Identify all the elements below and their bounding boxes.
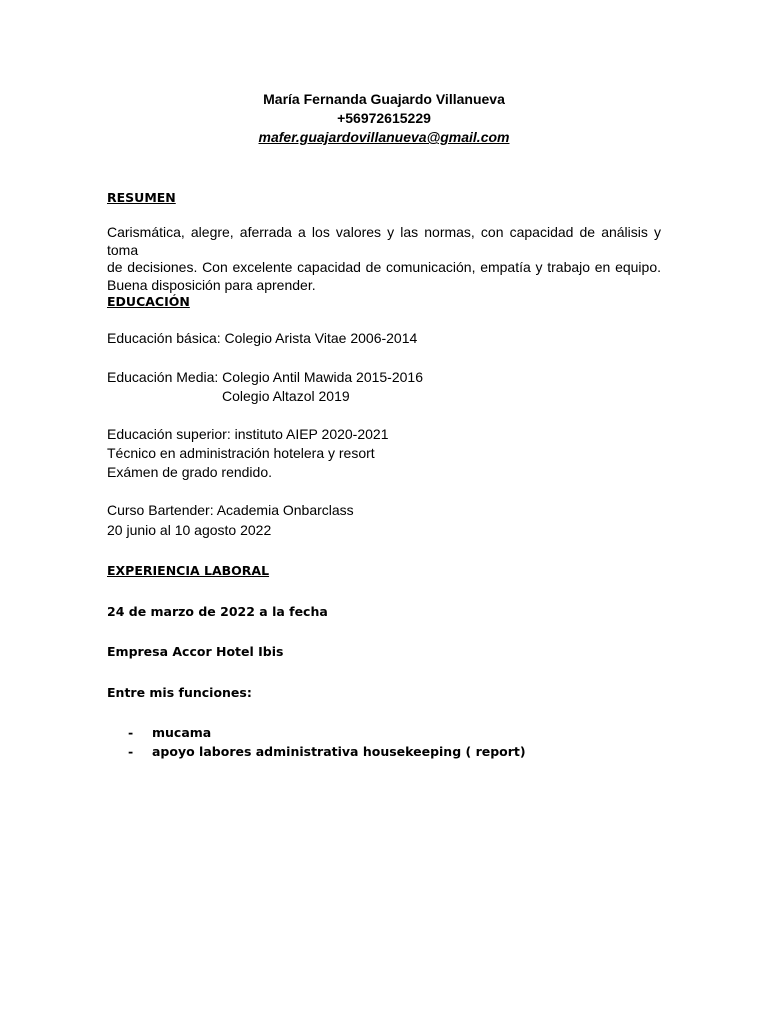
bullet-dash: - <box>128 725 134 740</box>
course-dates: 20 junio al 10 agosto 2022 <box>107 522 272 538</box>
education-media-second-school: Colegio Altazol 2019 <box>222 388 350 404</box>
job-company: Empresa Accor Hotel Ibis <box>107 644 284 659</box>
email-link[interactable]: mafer.guajardovillanueva@gmail.com <box>258 129 510 145</box>
function-housekeeping: apoyo labores administrativa housekeeping ( report) <box>152 744 526 759</box>
list-item <box>128 742 526 761</box>
education-media: Educación Media: Colegio Antil Mawida 2015-2016 <box>107 369 423 385</box>
job-functions-label: Entre mis funciones: <box>107 685 252 700</box>
education-superior: Educación superior: instituto AIEP 2020-2021 <box>107 426 389 442</box>
full-name: María Fernanda Guajardo Villanueva <box>263 91 505 107</box>
summary-paragraph <box>107 224 661 294</box>
educacion-heading: EDUCACIÓN <box>107 294 190 309</box>
experiencia-heading: EXPERIENCIA LABORAL <box>107 563 270 578</box>
job-dates: 24 de marzo de 2022 a la fecha <box>107 604 328 619</box>
resumen-heading: RESUMEN <box>107 190 176 205</box>
contact-header <box>0 90 768 147</box>
course-bartender: Curso Bartender: Academia Onbarclass <box>107 502 354 518</box>
summary-line-3: Buena disposición para aprender. <box>107 276 316 293</box>
function-mucama: mucama <box>152 725 212 740</box>
bullet-dash: - <box>128 744 134 759</box>
education-tecnico: Técnico en administración hotelera y resort <box>107 445 375 461</box>
summary-line-1: Carismática, alegre, aferrada a los valores y las normas, con capacidad de análisis y toma <box>107 224 661 258</box>
summary-line-2: de decisiones. Con excelente capacidad de comunicación, empatía y trabajo en equipo. <box>107 259 661 275</box>
education-examen: Exámen de grado rendido. <box>107 464 272 480</box>
education-basica: Educación básica: Colegio Arista Vitae 2006-2014 <box>107 330 418 346</box>
phone-number: +56972615229 <box>337 110 431 126</box>
list-item <box>128 723 211 742</box>
